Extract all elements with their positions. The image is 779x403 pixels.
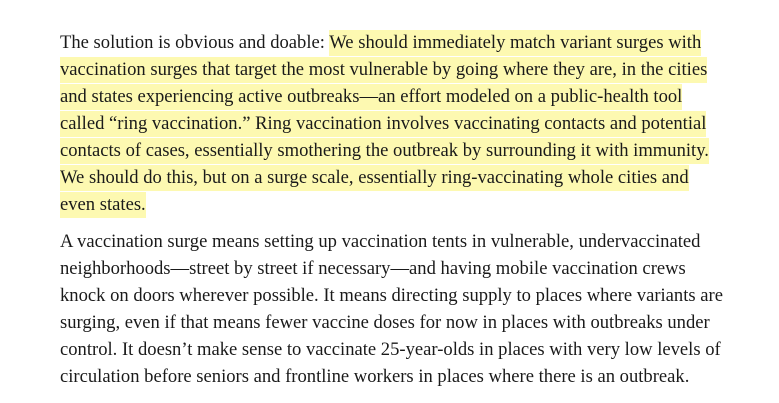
text-line — [60, 56, 760, 83]
text-line: surging, even if that means fewer vaccine doses for now in places with outbreaks under — [60, 312, 710, 333]
paragraph-highlighted — [60, 29, 760, 218]
highlighted-text[interactable]: We should immediately match variant surges with — [329, 30, 701, 56]
text-line — [60, 137, 760, 164]
text-line: knock on doors wherever possible. It means directing supply to places where variants are — [60, 285, 723, 306]
highlighted-text[interactable]: even states. — [60, 192, 146, 218]
text-line: circulation before seniors and frontline workers in places where there is an outbreak. — [60, 366, 690, 387]
highlighted-text[interactable]: contacts of cases, essentially smothering the outbreak by surrounding it with immunity. — [60, 138, 709, 164]
text-line: control. It doesn’t make sense to vaccinate 25-year-olds in places with very low levels of — [60, 339, 721, 360]
text-line — [60, 29, 760, 56]
article-body — [60, 29, 760, 400]
highlighted-text[interactable]: We should do this, but on a surge scale, essentially ring-vaccinating whole cities and — [60, 165, 689, 191]
text-line — [60, 83, 760, 110]
text-line — [60, 110, 760, 137]
text-line — [60, 164, 760, 191]
text-line: A vaccination surge means setting up vaccination tents in vulnerable, undervaccinated — [60, 231, 701, 252]
highlighted-text[interactable]: and states experiencing active outbreaks—an effort modeled on a public-health tool — [60, 84, 682, 110]
text-line: neighborhoods—street by street if necessary—and having mobile vaccination crews — [60, 258, 686, 279]
plain-text: The solution is obvious and doable: — [60, 32, 330, 53]
highlighted-text[interactable]: called “ring vaccination.” Ring vaccination involves vaccinating contacts and potential — [60, 111, 706, 137]
paragraph-body — [60, 228, 760, 390]
highlighted-text[interactable]: vaccination surges that target the most vulnerable by going where they are, in the cities — [60, 57, 707, 83]
text-line — [60, 191, 760, 218]
